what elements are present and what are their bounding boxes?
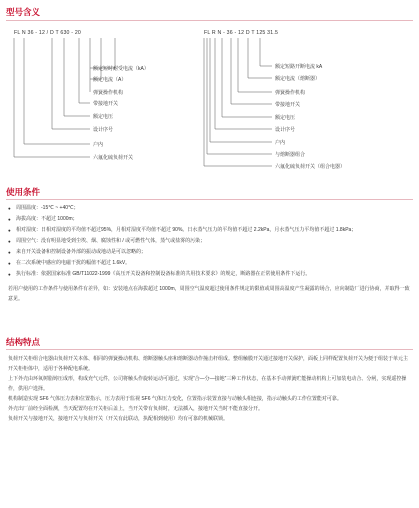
left-label-1: 额定短时耐受电流（kA） — [93, 66, 149, 72]
condition-item: ● 周围温度：-15℃ ~ +40℃； — [8, 203, 413, 214]
feature-paragraph: 负荷开关柜组合电器由负荷开关本体、相同的弹簧操动机构、熔断器触头座和熔断器动作撞击杆组成。整组触膜开关通过接地开关保护，面板上同样配置负荷开关为便于组装于单元主开关柜柜体中，适用于各种配电系统。 — [8, 356, 409, 372]
feature-paragraph: 外壳出厂前经全面检测，当天配置均在开关柜后盖上，当开关带有负荷时，无法插入，接地开关当时不能直接分开。 — [8, 406, 264, 412]
left-label-8: 六氟化硫负荷开关 — [93, 155, 134, 161]
left-label-3: 弹簧操作机构 — [93, 90, 124, 96]
right-label-3: 弹簧操作机构 — [275, 90, 306, 96]
right-label-8: 与熔断器组合 — [275, 152, 306, 158]
right-label-6: 设计序号 — [275, 127, 296, 133]
features-title: 结构特点 — [6, 337, 41, 347]
left-model-code: FL N 36 - 12 / D T 630 - 20 — [14, 30, 82, 36]
model-connector-lines — [0, 0, 419, 200]
right-label-4: 带接地开关 — [275, 102, 301, 108]
condition-item: ● 相对湿度：日相对湿度的平均值不超过95%，月相对湿度平均值不超过 90%。日水蒸气压力的平均值不超过 2.2kPa，月水蒸气压力平均值不超过 1.8kPa； — [8, 225, 413, 236]
right-label-5: 额定电压 — [275, 115, 296, 121]
feature-paragraph: 上下外壳由环氧树脂铸压成形，构成充气元件，公司将触头作旋转运动可通过，实现“合—分—接地”三种工作状态，在基本手动弹簧贮能操动机构上可加装电动合、分闸，实现遥控操作，供用户选择。 — [8, 376, 407, 392]
right-label-7: 户内 — [275, 140, 286, 146]
condition-item: ● 海拔高度：不超过 1000m； — [8, 214, 413, 225]
condition-item: ● 在二次系统中感应的电磁干扰的幅值不超过 1.6kV。 — [8, 258, 413, 269]
feature-paragraph: 机构制造实现 SF6 气体压力表和位置指示，压力表用于监视 SF6 气体压力变化，位置指示装置直接与动触头相连接，指示动触头的工作位置能对可靠。 — [8, 396, 342, 402]
left-label-7: 户内 — [93, 142, 104, 148]
condition-item: ● 执行标准：依据国家标准 GB/T11022-1999《高压开关设备和控制设备标准的共用技术要求》的规定，断路器在正常使用条件下运行。 — [8, 269, 413, 280]
condition-item: ● 来自开关设备和控制设备外部的振动或地动是可以忽略的； — [8, 247, 413, 258]
divider — [6, 199, 413, 200]
features-body — [8, 354, 412, 424]
left-label-6: 设计序号 — [93, 127, 114, 133]
right-label-1: 额定短路开断电流 kA — [275, 64, 323, 70]
right-label-9: 六氟化硫负荷开关（组合电器） — [275, 164, 346, 170]
condition-item: ● 周围空气：没有明显地受到尘埃、烟、腐蚀性和 / 或可燃性气体，蒸气或盐雾的污染； — [8, 236, 413, 247]
conditions-list — [8, 203, 413, 280]
conditions-title: 使用条件 — [6, 187, 41, 197]
left-label-2: 额定电流（A） — [93, 77, 127, 83]
conditions-note: 若用户使用的工作条件与使用条件有差异，如：安装地点在海拔超过 1000m，周围空气温度超过使用条件规定的限值或周围高温度产生凝露的场合，应向制造厂进行协商，并取得一致意见。 — [8, 286, 410, 302]
feature-paragraph: 负荷开关与接地开关，接地开关与负荷开关（开关有此联动，执配相到使用）均有可靠的机械联锁。 — [8, 416, 229, 422]
left-label-5: 额定电压 — [93, 114, 114, 120]
right-model-code: FL R N - 36 - 12 D T 125 31.5 — [204, 30, 279, 36]
left-label-4: 带接地开关 — [93, 101, 119, 107]
right-label-2: 额定电流（熔断器） — [275, 76, 321, 82]
divider — [6, 349, 413, 350]
model-meaning-title: 型号含义 — [6, 7, 41, 17]
